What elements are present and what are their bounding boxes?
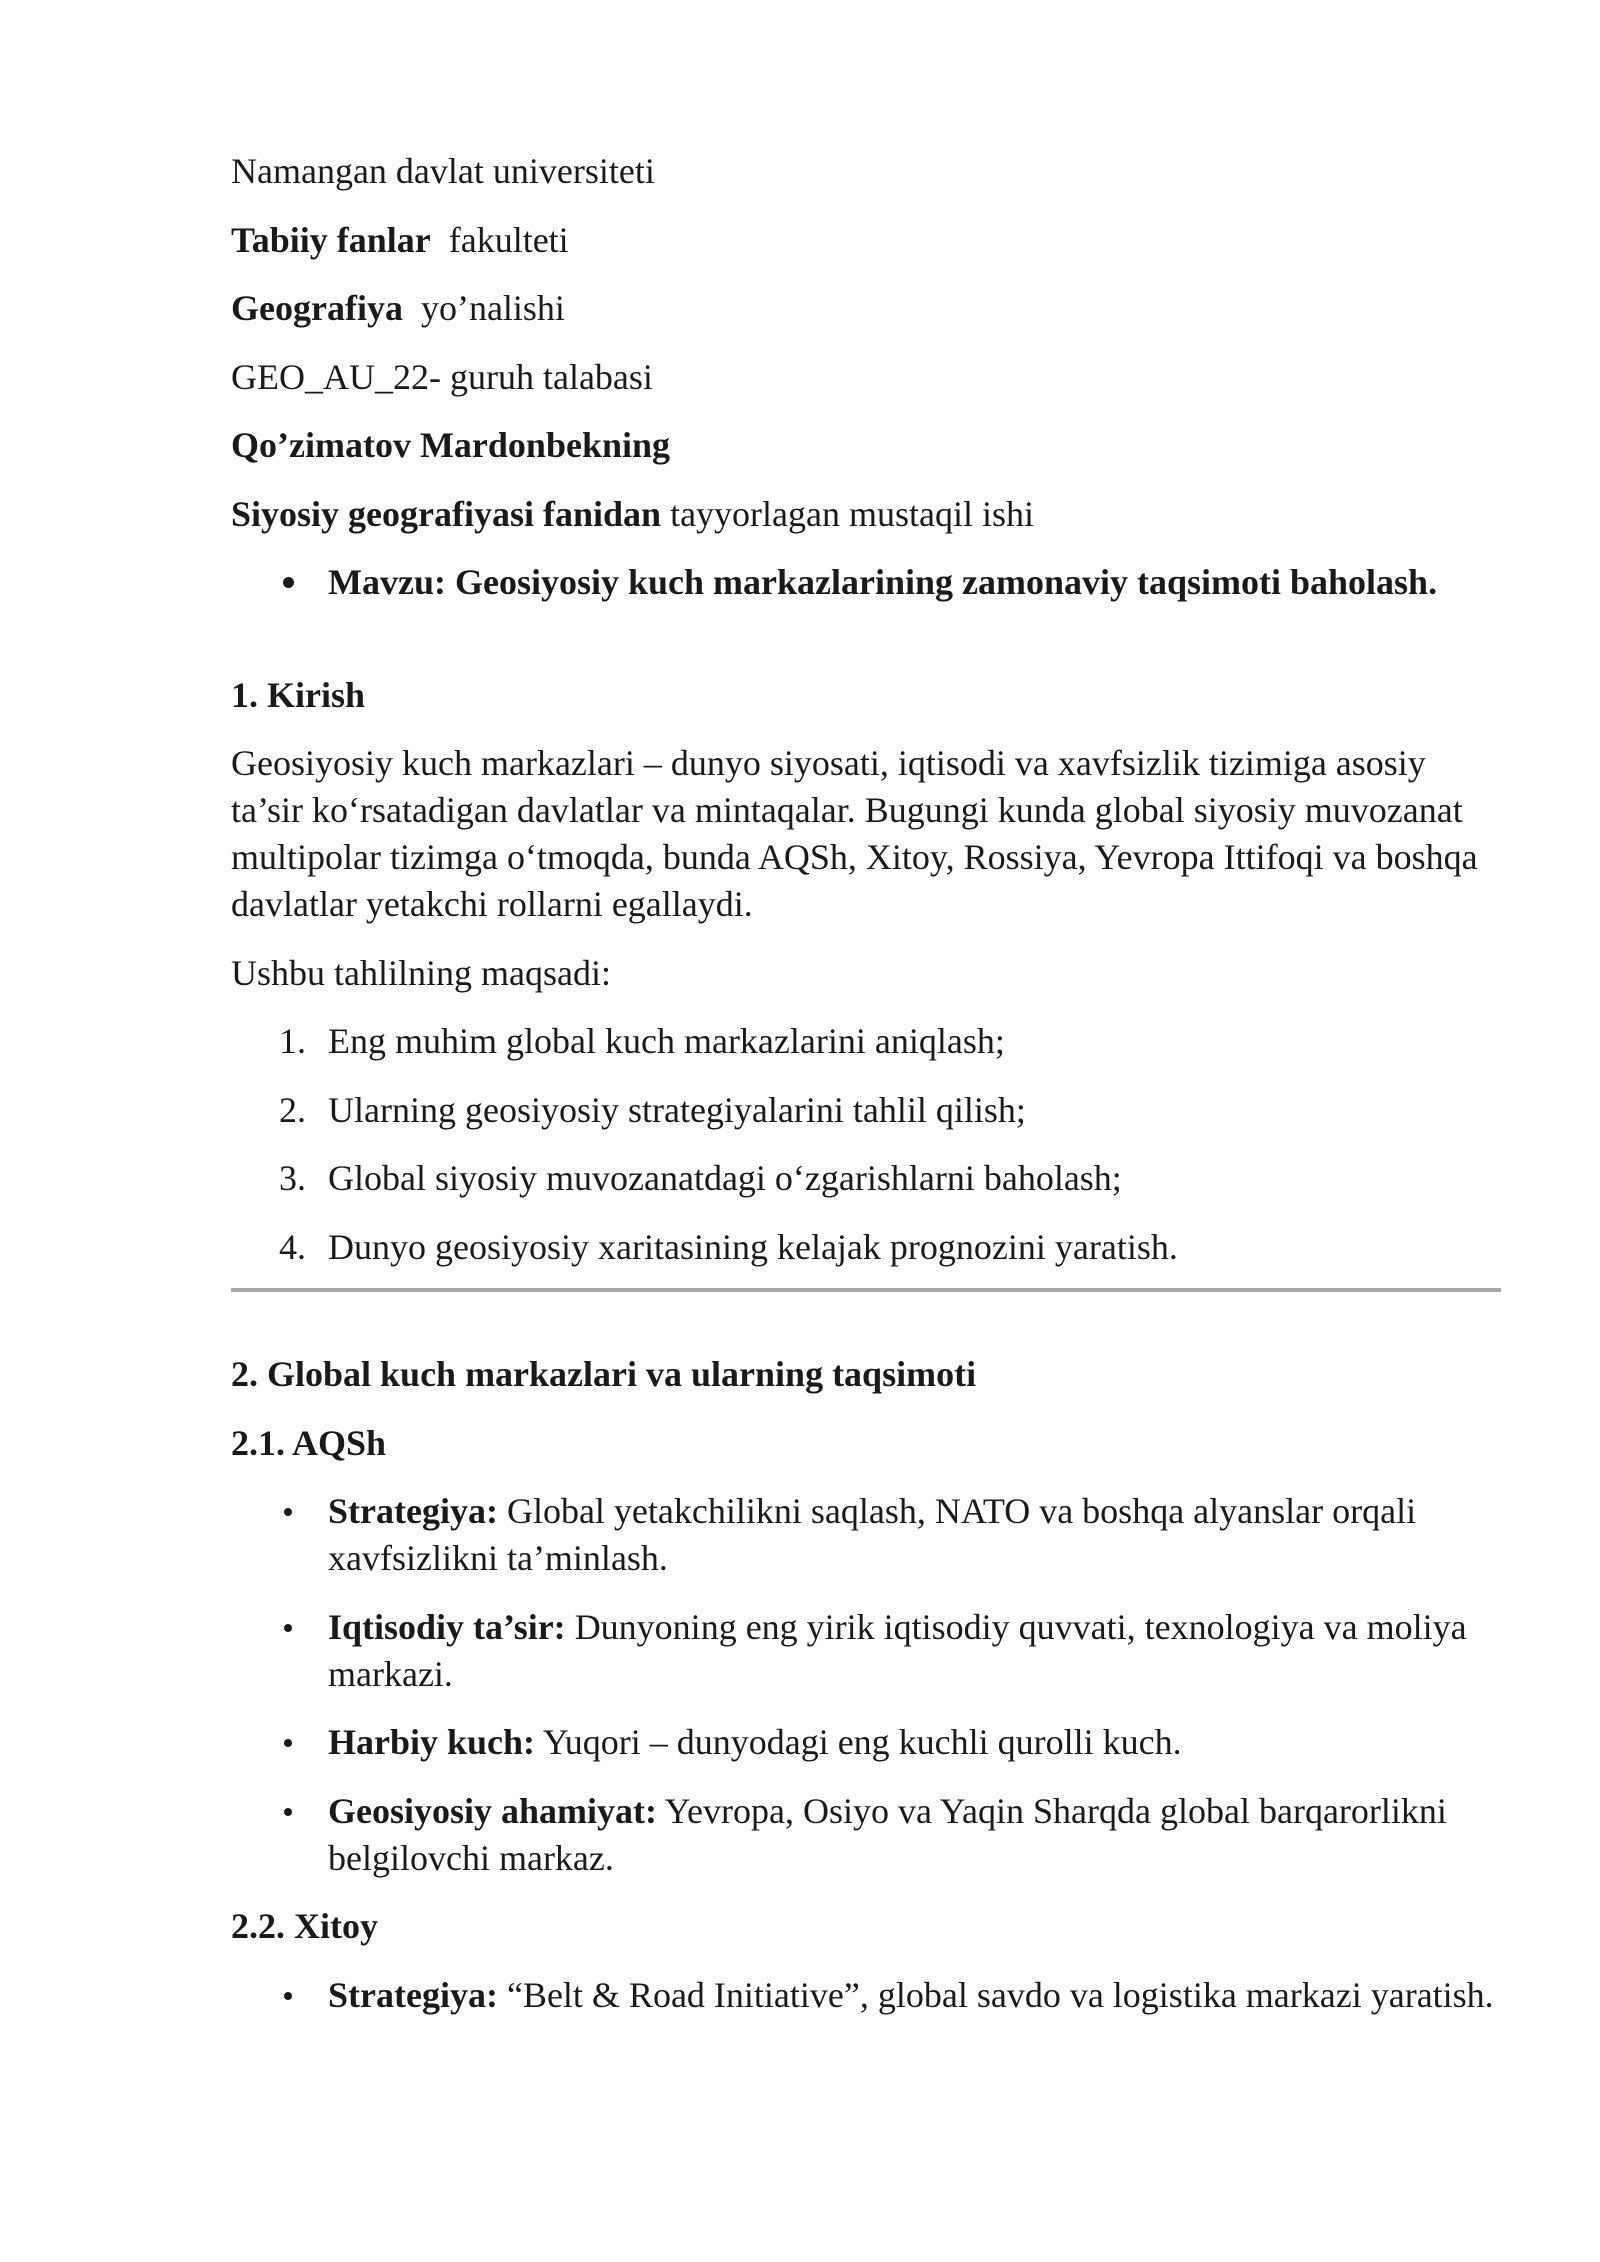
usa-list [231, 1488, 1501, 1882]
topic-item [231, 559, 1501, 606]
goal-text: Dunyo geosiyosiy xaritasining kelajak prognozini yaratish. [328, 1226, 1178, 1267]
faculty-suffix: fakulteti [430, 219, 569, 260]
section2-heading: 2. Global kuch markazlari va ularning taqsimoti [231, 1354, 977, 1394]
topic-list [231, 559, 1501, 606]
goals-intro: Ushbu tahlilning maqsadi: [231, 952, 611, 993]
bullet-icon [284, 1739, 292, 1747]
bullet-icon [284, 1508, 292, 1516]
usa-item [231, 1488, 1501, 1582]
usa-item [231, 1604, 1501, 1698]
spacer [231, 1292, 1501, 1351]
university-name: Namangan davlat universiteti [231, 151, 655, 191]
goals-list [231, 1018, 1501, 1271]
direction-line [231, 285, 1501, 332]
goal-item [231, 1224, 1501, 1271]
student-name: Qo’zimatov Mardonbekning [231, 425, 671, 465]
china-list [231, 1972, 1501, 2019]
direction-name: Geografiya [231, 288, 403, 328]
item-text: “Belt & Road Initiative”, global savdo va logistika markazi yaratish. [497, 1974, 1494, 2015]
bullet-icon [284, 1624, 292, 1632]
goal-item [231, 1018, 1501, 1065]
spacer [231, 628, 1501, 672]
section1-heading: 1. Kirish [231, 674, 366, 715]
item-label: Iqtisodiy ta’sir: [328, 1606, 566, 1647]
item-text: Global yetakchilikni saqlash, NATO va boshqa alyanslar orqali xavfsizlikni ta’minlash. [328, 1491, 1417, 1578]
subject-suffix: tayyorlagan mustaqil ishi [661, 493, 1034, 534]
bullet-icon [284, 1992, 292, 2000]
goal-text: Global siyosiy muvozanatdagi o‘zgarishlarni baholash; [328, 1158, 1122, 1198]
subject-name: Siyosiy geografiyasi fanidan [231, 493, 662, 534]
faculty-name: Tabiiy fanlar [231, 219, 431, 260]
china-item [231, 1972, 1501, 2019]
item-text: Yevropa, Osiyo va Yaqin Sharqda global barqarorlikni belgilovchi markaz. [328, 1790, 1447, 1878]
goal-item [231, 1155, 1501, 1202]
document-page [231, 148, 1501, 2040]
subject-line [231, 491, 1501, 538]
item-label: Strategiya: [328, 1974, 498, 2015]
goal-text: Eng muhim global kuch markazlarini aniqlash; [328, 1021, 1005, 1061]
topic-text: Mavzu: Geosiyosiy kuch markazlarining zamonaviy taqsimoti baholash. [328, 562, 1438, 602]
subsection-usa-heading: 2.1. AQSh [231, 1422, 387, 1463]
goal-text: Ularning geosiyosiy strategiyalarini tahlil qilish; [328, 1089, 1026, 1130]
item-label: Harbiy kuch: [328, 1722, 536, 1762]
goal-number: 2. [279, 1089, 306, 1130]
item-label: Strategiya: [328, 1491, 498, 1531]
goal-number: 4. [279, 1226, 306, 1267]
item-text: Dunyoning eng yirik iqtisodiy quvvati, texnologiya va moliya markazi. [328, 1606, 1467, 1694]
bullet-icon [284, 1808, 292, 1816]
item-text: Yuqori – dunyodagi eng kuchli qurolli kuch. [535, 1722, 1182, 1762]
bullet-icon [283, 577, 294, 588]
subsection-china-heading: 2.2. Xitoy [231, 1906, 378, 1946]
faculty-line [231, 217, 1501, 264]
section1-paragraph: Geosiyosiy kuch markazlari – dunyo siyosati, iqtisodi va xavfsizlik tizimiga asosiy ta’sir ko‘rsatadigan davlatlar va mintaqalar. Bugungi kunda global siyosiy muvozanat multipolar tizimga o‘tmoqda, bunda AQSh, Xitoy, Rossiya, Yevropa Ittifoqi va boshqa davlatlar yetakchi rollarni egallaydi. [231, 743, 1478, 924]
goal-item [231, 1087, 1501, 1134]
goal-number: 1. [279, 1021, 306, 1061]
usa-item [231, 1788, 1501, 1882]
direction-suffix: yo’nalishi [402, 288, 565, 328]
group-line: GEO_AU_22- guruh talabasi [231, 356, 653, 397]
usa-item [231, 1719, 1501, 1766]
item-label: Geosiyosiy ahamiyat: [328, 1790, 657, 1831]
goal-number: 3. [279, 1158, 306, 1198]
